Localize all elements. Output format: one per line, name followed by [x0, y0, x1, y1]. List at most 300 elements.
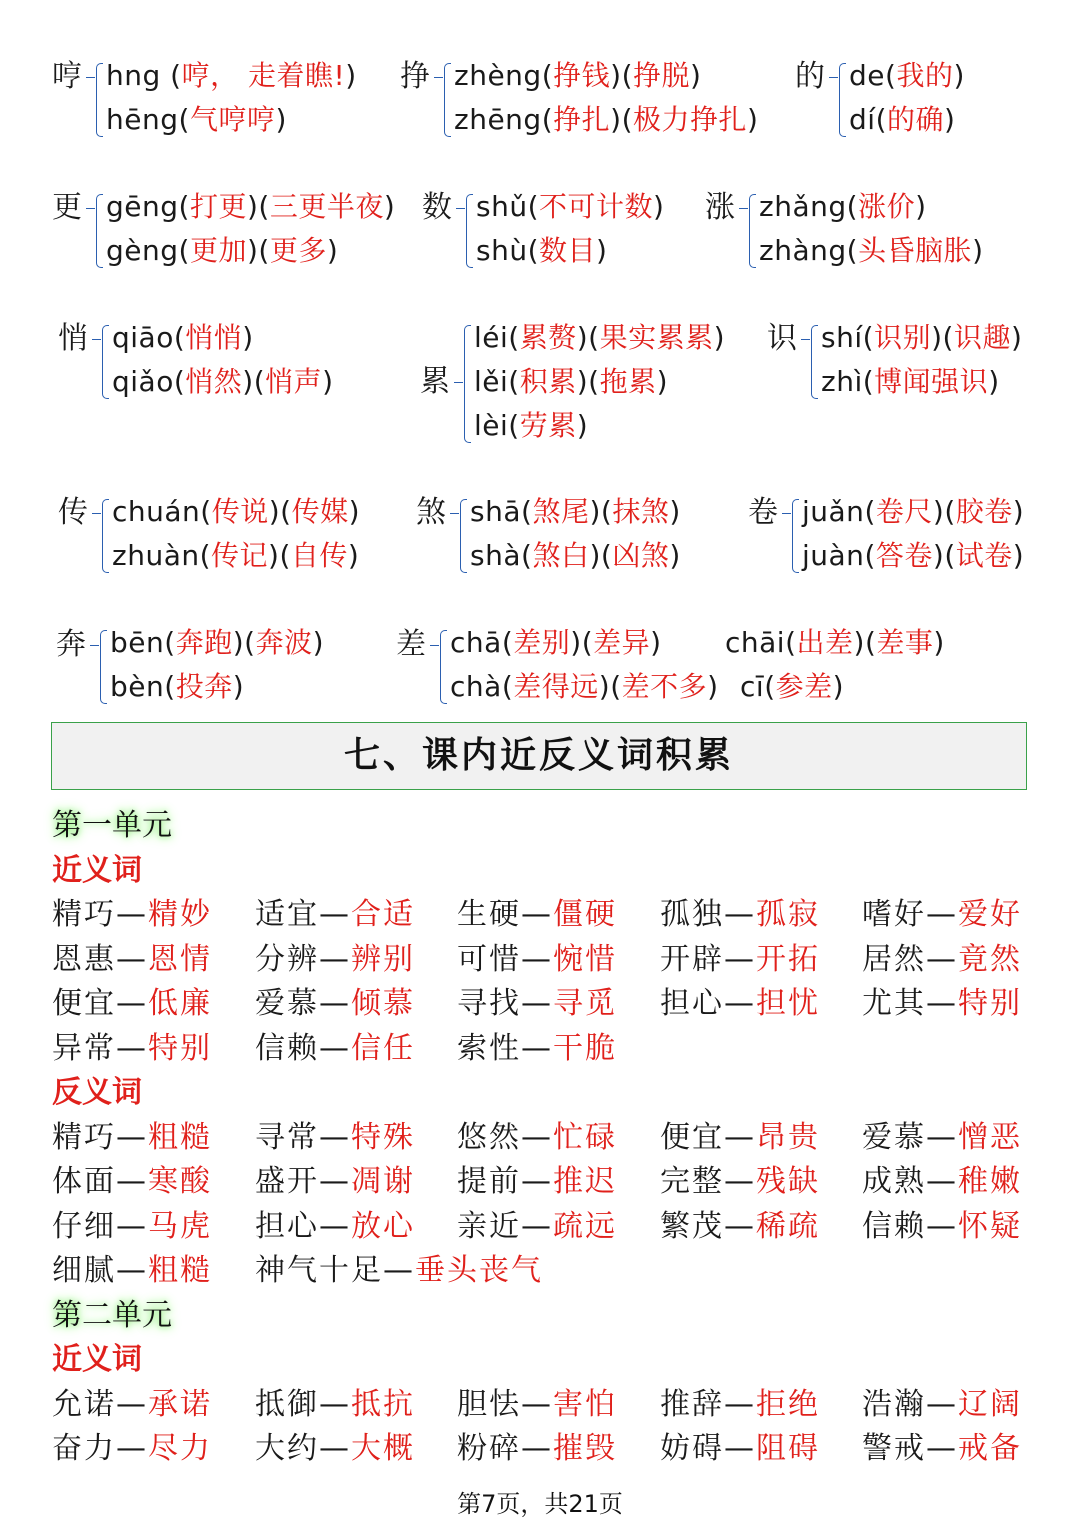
- bracket: ): [944, 103, 956, 136]
- example-word: 博闻强识: [874, 365, 989, 398]
- word: 警戒—: [862, 1431, 958, 1466]
- word-pair: [255, 1160, 415, 1204]
- reading-line: [450, 670, 719, 704]
- pair-word: 特殊: [351, 1119, 415, 1155]
- bracket: (: [199, 539, 212, 572]
- example-word: 识趣: [953, 321, 1011, 354]
- pair-word: 戒备: [958, 1431, 1022, 1466]
- pinyin: de: [849, 59, 885, 92]
- polyphone-char: 煞: [416, 495, 446, 530]
- pinyin: zhuàn: [112, 539, 200, 572]
- bracket: )(: [610, 59, 634, 92]
- reading-line: [476, 234, 607, 268]
- pair-word: 推迟: [553, 1164, 617, 1199]
- word: 妨碍—: [660, 1431, 756, 1466]
- word: 生硬—: [457, 897, 553, 932]
- reading-line: [849, 59, 965, 93]
- bracket: (: [173, 365, 186, 398]
- bracket: ): [650, 626, 662, 659]
- pinyin: cī: [740, 670, 765, 703]
- bracket: ): [326, 234, 339, 267]
- word-pair: [862, 1427, 1022, 1471]
- pinyin: shí: [821, 321, 863, 354]
- brace-tick: [92, 339, 101, 340]
- bracket: )(: [246, 234, 270, 267]
- word: 恩惠—: [52, 941, 148, 977]
- reading-line: [110, 670, 244, 704]
- word: 开辟—: [660, 941, 756, 977]
- word-pair: [52, 893, 212, 937]
- word: 浩瀚—: [862, 1386, 958, 1422]
- word: 奋力—: [52, 1431, 148, 1466]
- word-pair: [255, 1116, 415, 1160]
- bracket: ): [713, 321, 726, 354]
- example-word: 拖累: [599, 365, 657, 398]
- bracket: ): [345, 59, 357, 92]
- brace-tick: [801, 339, 810, 340]
- word-pair: [457, 1027, 617, 1071]
- pinyin: shà: [470, 539, 521, 572]
- brace: [440, 630, 447, 704]
- example-word: 三更半夜: [269, 190, 384, 223]
- pair-word: 特别: [148, 1030, 212, 1066]
- pinyin: zhì: [821, 365, 863, 398]
- word-pair: [862, 1116, 1022, 1160]
- pinyin: bèn: [110, 670, 165, 703]
- polyphone-char: 累: [420, 364, 450, 399]
- bracket: ): [988, 365, 1000, 398]
- word-pair: [457, 1160, 617, 1204]
- pair-word: 憎恶: [958, 1119, 1022, 1155]
- example-word: 抹煞: [612, 495, 670, 528]
- example-word: 涨价: [858, 190, 916, 223]
- brace-tick: [456, 208, 465, 209]
- bracket: ): [596, 234, 608, 267]
- brace-tick: [430, 645, 439, 646]
- example-word: 差事: [876, 626, 934, 659]
- pinyin: hēng: [106, 103, 179, 136]
- bracket: (: [178, 103, 190, 136]
- reading-line: [802, 495, 1024, 529]
- word: 便宜—: [52, 986, 148, 1021]
- word-pair: [862, 1160, 1022, 1204]
- word-pair: [660, 982, 820, 1026]
- word: 索性—: [457, 1030, 553, 1066]
- bracket: ): [1010, 321, 1023, 354]
- bracket: ): [576, 409, 589, 442]
- pair-word: 辨别: [351, 941, 415, 977]
- brace: [811, 325, 818, 399]
- example-word: 果实累累: [599, 321, 714, 354]
- word: 尤其—: [862, 986, 958, 1021]
- pair-word: 干脆: [553, 1030, 617, 1066]
- reading-line: [474, 321, 725, 355]
- pair-word: 垂头丧气: [415, 1253, 543, 1288]
- reading-line: [849, 103, 955, 137]
- pinyin: zhǎng: [759, 190, 847, 223]
- bracket: ): [656, 365, 669, 398]
- pair-word: 残缺: [756, 1164, 820, 1199]
- word-pair: [52, 982, 212, 1026]
- pair-word: 稚嫩: [958, 1164, 1022, 1199]
- word-pair: [660, 1383, 820, 1427]
- example-word: 试卷: [955, 539, 1013, 572]
- pair-word: 辽阔: [958, 1386, 1022, 1422]
- word: 抵御—: [255, 1386, 351, 1422]
- section-title: 七、课内近反义词积累: [51, 722, 1027, 790]
- bracket: (: [541, 103, 554, 136]
- reading-line: [474, 409, 588, 443]
- word: 提前—: [457, 1164, 553, 1199]
- word-pair: [255, 982, 415, 1026]
- pair-word: 竟然: [958, 941, 1022, 977]
- word-row: [0, 1383, 1080, 1427]
- pinyin: chāi: [725, 626, 786, 659]
- word: 精巧—: [52, 897, 148, 932]
- bracket: ): [275, 103, 287, 136]
- bracket: (: [164, 670, 176, 703]
- pair-word: 阻碍: [756, 1431, 820, 1466]
- brace-tick: [829, 77, 838, 78]
- word: 嗜好—: [862, 897, 958, 932]
- bracket: ): [832, 670, 845, 703]
- bracket: (: [862, 365, 875, 398]
- bracket: )(: [932, 539, 956, 572]
- pair-word: 抵抗: [351, 1386, 415, 1422]
- example-word: 煞尾: [532, 495, 590, 528]
- pair-word: 孤寂: [756, 897, 820, 932]
- example-word: 差得远: [513, 670, 599, 703]
- brace-tick: [454, 382, 463, 383]
- example-word: 煞白: [532, 539, 590, 572]
- example-word: 悄然: [185, 365, 243, 398]
- pinyin: chā: [450, 626, 502, 659]
- bracket: )(: [589, 539, 613, 572]
- pinyin: lěi: [474, 365, 509, 398]
- bracket: (: [508, 365, 520, 398]
- pinyin: zhèng: [454, 59, 542, 92]
- bracket: ): [347, 539, 360, 572]
- pinyin: juǎn: [802, 495, 865, 528]
- pinyin: bēn: [110, 626, 165, 659]
- word-row: [0, 1427, 1080, 1471]
- brace: [444, 63, 451, 137]
- word: 胆怯—: [457, 1386, 553, 1422]
- bracket: ): [972, 234, 984, 267]
- example-word: 自传: [290, 539, 348, 572]
- bracket: ): [669, 495, 681, 528]
- word-pair: [255, 1205, 415, 1249]
- word: 亲近—: [457, 1208, 553, 1244]
- reading-line: [112, 365, 334, 399]
- brace: [839, 63, 846, 137]
- bracket: (: [200, 495, 212, 528]
- word: 大约—: [255, 1431, 351, 1466]
- pair-word: 昂贵: [756, 1119, 820, 1155]
- pair-word: 疏远: [553, 1208, 617, 1244]
- example-word: 差别: [513, 626, 571, 659]
- brace: [96, 194, 103, 268]
- reading-line: [106, 59, 357, 93]
- bracket: )(: [598, 670, 622, 703]
- bracket: ): [1012, 539, 1025, 572]
- example-word: 卷尺: [875, 495, 933, 528]
- pair-word: 倾慕: [351, 986, 415, 1021]
- brace: [102, 325, 109, 399]
- bracket: (: [521, 539, 533, 572]
- category-label: 反义词: [52, 1075, 142, 1110]
- example-word: 奔跑: [175, 626, 233, 659]
- bracket: )(: [576, 365, 600, 398]
- word-pair: [660, 1160, 820, 1204]
- brace: [749, 194, 756, 268]
- word: 细腻—: [52, 1253, 148, 1288]
- pair-word: 信任: [351, 1030, 415, 1066]
- pair-word: 摧毁: [553, 1431, 617, 1466]
- bracket: (: [164, 626, 176, 659]
- word: 可惜—: [457, 941, 553, 977]
- pair-word: 寒酸: [148, 1164, 212, 1199]
- pinyin: shǔ: [476, 190, 528, 223]
- pair-word: 低廉: [148, 986, 212, 1021]
- word: 寻找—: [457, 986, 553, 1021]
- reading-line: [821, 321, 1022, 355]
- bracket: )(: [931, 321, 954, 354]
- bracket: (: [846, 234, 859, 267]
- word-pair: [862, 893, 1022, 937]
- example-word: 答卷: [875, 539, 933, 572]
- reading-line: [476, 190, 664, 224]
- unit-heading: 第一单元: [52, 808, 172, 843]
- pinyin: shù: [476, 234, 528, 267]
- word-pair: [255, 1249, 543, 1293]
- pair-word: 惋惜: [553, 941, 617, 977]
- word-pair: [255, 893, 415, 937]
- bracket: ): [653, 190, 665, 223]
- bracket: )(: [268, 495, 292, 528]
- word: 分辨—: [255, 941, 351, 977]
- word: 繁茂—: [660, 1208, 756, 1244]
- unit-heading: 第二单元: [52, 1297, 172, 1333]
- word-pair: [660, 1205, 820, 1249]
- word-row: [0, 1160, 1080, 1204]
- brace-tick: [92, 513, 101, 514]
- example-word: 传说: [211, 495, 269, 528]
- bracket: )(: [232, 626, 256, 659]
- word-pair: [862, 1383, 1022, 1427]
- pair-word: 怀疑: [958, 1208, 1022, 1244]
- word: 神气十足—: [255, 1253, 415, 1288]
- bracket: ): [953, 59, 965, 92]
- polyphone-char: 数: [422, 190, 452, 225]
- example-word: 打更: [189, 190, 247, 223]
- bracket: )(: [242, 365, 266, 398]
- word: 爱慕—: [862, 1119, 958, 1155]
- reading-line: [106, 234, 338, 268]
- word: 推辞—: [660, 1386, 756, 1422]
- example-word: 累赘: [519, 321, 577, 354]
- bracket: ): [348, 495, 361, 528]
- example-word: 更多: [269, 234, 327, 267]
- example-word: 识别: [874, 321, 932, 354]
- bracket: (: [178, 190, 190, 223]
- reading-line: [454, 103, 758, 137]
- bracket: )(: [589, 495, 613, 528]
- reading-line: [112, 321, 254, 355]
- polyphone-char: 涨: [705, 190, 735, 225]
- brace-tick: [450, 513, 459, 514]
- word: 精巧—: [52, 1119, 148, 1155]
- example-word: 传记: [211, 539, 269, 572]
- pair-word: 精妙: [148, 897, 212, 932]
- bracket: (: [508, 321, 520, 354]
- pinyin: dí: [849, 103, 876, 136]
- bracket: ): [242, 321, 254, 354]
- page-footer: 第7页，共21页: [457, 1490, 623, 1518]
- brace-tick: [86, 77, 95, 78]
- word-pair: [457, 1427, 617, 1471]
- brace-tick: [90, 645, 99, 646]
- word-pair: [660, 1116, 820, 1160]
- bracket: (: [864, 495, 876, 528]
- example-word: 差异: [593, 626, 651, 659]
- reading-line: [740, 670, 844, 704]
- bracket: (: [875, 103, 887, 136]
- bracket: (: [508, 409, 520, 442]
- pinyin: lèi: [474, 409, 509, 442]
- reading-line: [821, 365, 1000, 399]
- brace: [792, 499, 799, 573]
- word: 寻常—: [255, 1119, 351, 1155]
- word: 体面—: [52, 1164, 148, 1199]
- pair-word: 承诺: [148, 1386, 212, 1422]
- example-word: 气哼哼: [189, 103, 276, 136]
- example-word: 出差: [796, 626, 854, 659]
- bracket: (: [885, 59, 897, 92]
- word-row: [0, 1027, 1080, 1071]
- reading-line: [802, 539, 1024, 573]
- pair-word: 粗糙: [148, 1253, 212, 1288]
- pinyin: zhàng: [759, 234, 847, 267]
- word-pair: [52, 1427, 212, 1471]
- pinyin: qiāo: [112, 321, 174, 354]
- reading-line: [110, 626, 324, 660]
- category-label: 近义词: [52, 1342, 142, 1377]
- word-row: [0, 1205, 1080, 1249]
- example-word: 头昏脑胀: [858, 234, 973, 267]
- bracket: )(: [610, 103, 634, 136]
- pair-word: 放心: [351, 1208, 415, 1244]
- bracket: (: [785, 626, 797, 659]
- reading-line: [759, 234, 984, 268]
- bracket: ): [747, 103, 759, 136]
- pair-word: 担忧: [756, 986, 820, 1021]
- reading-line: [474, 365, 668, 399]
- reading-line: [106, 103, 287, 137]
- example-word: 挣钱: [553, 59, 611, 92]
- word: 允诺—: [52, 1386, 148, 1422]
- brace: [102, 499, 109, 573]
- word-pair: [255, 938, 415, 982]
- reading-line: [112, 495, 360, 529]
- example-word: 差不多: [621, 670, 708, 703]
- bracket: ): [322, 365, 334, 398]
- bracket: (: [527, 190, 540, 223]
- word-pair: [52, 938, 212, 982]
- bracket: )(: [246, 190, 270, 223]
- reading-line: [759, 190, 927, 224]
- brace: [466, 194, 473, 268]
- word: 盛开—: [255, 1164, 351, 1199]
- word-pair: [457, 893, 617, 937]
- bracket: )(: [932, 495, 956, 528]
- word-pair: [862, 982, 1022, 1026]
- bracket: ): [232, 670, 245, 703]
- word: 异常—: [52, 1030, 148, 1066]
- word-pair: [52, 1027, 212, 1071]
- pinyin: shā: [470, 495, 521, 528]
- word-pair: [862, 1205, 1022, 1249]
- word: 担心—: [660, 986, 756, 1021]
- bracket: ): [312, 626, 325, 659]
- pair-word: 开拓: [756, 941, 820, 977]
- bracket: )(: [570, 626, 594, 659]
- brace: [96, 63, 103, 137]
- reading-line: [106, 190, 395, 224]
- bracket: (: [178, 234, 190, 267]
- pair-word: 尽力: [148, 1431, 212, 1466]
- polyphone-char: 奔: [56, 627, 86, 662]
- bracket: (: [501, 670, 514, 703]
- word-pair: [255, 1027, 415, 1071]
- word: 粉碎—: [457, 1431, 553, 1466]
- example-word: 的确: [887, 103, 945, 136]
- word: 成熟—: [862, 1164, 958, 1199]
- pinyin: hng: [106, 59, 161, 92]
- pinyin: qiǎo: [112, 365, 174, 398]
- reading-line: [112, 539, 359, 573]
- word-pair: [457, 938, 617, 982]
- pair-word: 马虎: [148, 1208, 212, 1244]
- word-pair: [52, 1160, 212, 1204]
- reading-line: [470, 495, 681, 529]
- brace-tick: [86, 208, 95, 209]
- polyphone-char: 哼: [52, 59, 82, 94]
- word: 居然—: [862, 941, 958, 977]
- word-pair: [660, 893, 820, 937]
- bracket: ): [1012, 495, 1025, 528]
- pinyin: zhēng: [454, 103, 542, 136]
- pair-word: 特别: [958, 986, 1022, 1021]
- bracket: ): [690, 59, 702, 92]
- word-row: [0, 982, 1080, 1026]
- example-word: 更加: [189, 234, 247, 267]
- bracket: )(: [268, 539, 291, 572]
- polyphone-char: 识: [767, 321, 797, 356]
- word-pair: [457, 982, 617, 1026]
- pinyin: gēng: [106, 190, 179, 223]
- word-row: [0, 1116, 1080, 1160]
- bracket: ): [707, 670, 719, 703]
- word-pair: [660, 938, 820, 982]
- pair-word: 寻觅: [553, 986, 617, 1021]
- example-word: 传媒: [291, 495, 349, 528]
- word: 完整—: [660, 1164, 756, 1199]
- word-pair: [255, 1427, 415, 1471]
- word-pair: [52, 1205, 212, 1249]
- pair-word: 爱好: [958, 897, 1022, 932]
- bracket: (: [541, 59, 554, 92]
